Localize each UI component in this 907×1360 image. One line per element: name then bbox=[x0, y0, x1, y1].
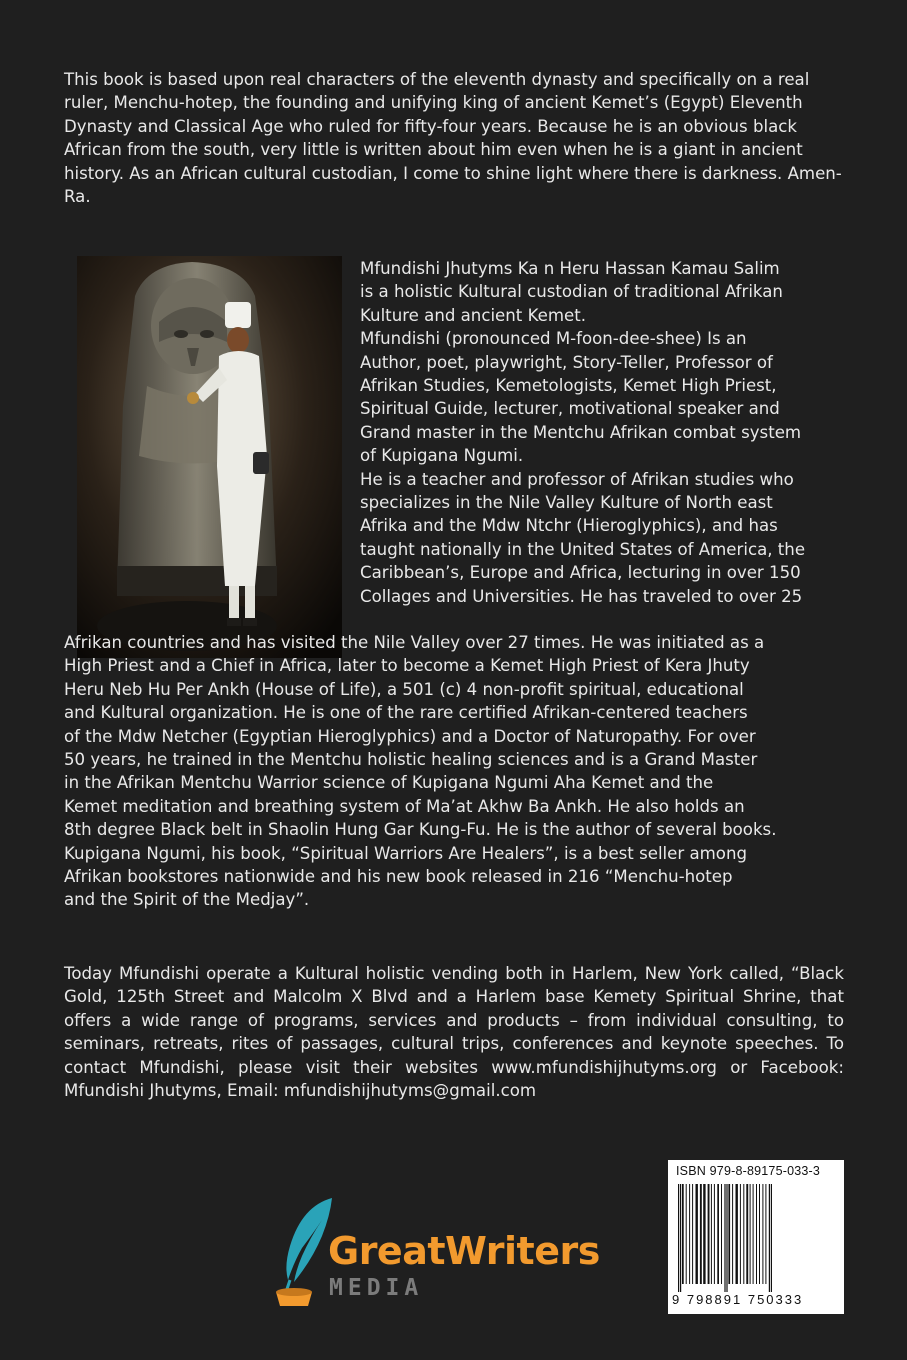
author-bio-beside-photo bbox=[360, 257, 844, 608]
publisher-name bbox=[328, 1229, 600, 1273]
barcode bbox=[676, 1184, 838, 1292]
bio-line: Spiritual Guide, lecturer, motivational speaker and bbox=[360, 399, 780, 419]
author-photo bbox=[77, 256, 342, 658]
bio-line: He is a teacher and professor of Afrikan studies who bbox=[360, 469, 794, 489]
bio-line: and Kultural organization. He is one of the rare certified Afrikan-centered teachers bbox=[64, 703, 748, 723]
bio-line: Afrikan countries and has visited the Nile Valley over 27 times. He was initiated as a bbox=[64, 633, 765, 652]
author-bio-continued bbox=[64, 631, 844, 912]
publisher-name-part2: Writers bbox=[445, 1229, 600, 1273]
bio-line: Afrika and the Mdw Ntchr (Hieroglyphics), and has bbox=[360, 516, 778, 536]
bio-line: Mfundishi (pronounced M-foon-dee-shee) Is an bbox=[360, 329, 747, 349]
bio-line: specializes in the Nile Valley Kulture of North east bbox=[360, 493, 773, 513]
publisher-logo bbox=[272, 1196, 652, 1308]
bio-line: is a holistic Kultural custodian of traditional Afrikan bbox=[360, 282, 783, 302]
bio-line: Kulture and ancient Kemet. bbox=[360, 305, 586, 325]
barcode-number: 9 798891 750333 bbox=[672, 1292, 804, 1307]
bio-line: and the Spirit of the Medjay”. bbox=[64, 890, 310, 910]
bio-line: Caribbean’s, Europe and Africa, lecturing in over 150 bbox=[360, 563, 801, 583]
bio-line: Afrikan bookstores nationwide and his new book released in 216 “Menchu-hotep bbox=[64, 867, 733, 887]
bio-line: Collages and Universities. He has traveled to over 25 bbox=[360, 586, 803, 606]
bio-line: Kupigana Ngumi, his book, “Spiritual Warriors Are Healers”, is a best seller among bbox=[64, 843, 748, 863]
bio-line: taught nationally in the United States of America, the bbox=[360, 539, 806, 559]
publisher-subtitle: MEDIA bbox=[329, 1275, 424, 1301]
bio-line: Heru Neb Hu Per Ankh (House of Life), a 501 (c) 4 non-profit spiritual, educational bbox=[64, 679, 744, 699]
bio-line: 50 years, he trained in the Mentchu holistic healing sciences and is a Grand Master bbox=[64, 750, 758, 770]
bio-line: Kemet meditation and breathing system of Ma’at Akhw Ba Ankh. He also holds an bbox=[64, 796, 745, 816]
bio-line: of Kupigana Ngumi. bbox=[360, 446, 524, 466]
bio-line: Grand master in the Mentchu Afrikan combat system bbox=[360, 422, 802, 442]
bio-line: 8th degree Black belt in Shaolin Hung Gar Kung-Fu. He is the author of several books. bbox=[64, 820, 777, 840]
intro-paragraph: This book is based upon real characters of the eleventh dynasty and specifically on a real ruler, Menchu-hotep, the founding and unifying king of ancient Kemet’s (Egypt) Eleventh Dynasty and Classical Age who ruled for fifty-four years. Because he is an obvious black African from the south, very little is written about him even when he is a giant in ancient history. As an African cultural custodian, I come to shine light where there is darkness. Amen-Ra. bbox=[64, 70, 842, 207]
isbn-barcode-box bbox=[668, 1160, 844, 1314]
bio-line: Author, poet, playwright, Story-Teller, Professor of bbox=[360, 352, 773, 372]
quill-ink-icon bbox=[272, 1196, 336, 1308]
bio-line: of the Mdw Netcher (Egyptian Hieroglyphics) and a Doctor of Naturopathy. For over bbox=[64, 726, 756, 746]
closing-paragraph: Today Mfundishi operate a Kultural holistic vending both in Harlem, New York called, “Black Gold, 125th Street and Malcolm X Blvd and a Harlem base Kemety Spiritual Shrine, that offers a wide range of programs, services and products – from individual consulting, to seminars, retreats, rites of passages, cultural trips, conferences and keynote speeches. To contact Mfundishi, please visit their websites www.mfundishijhutyms.org or Facebook: Mfundishi Jhutyms, Email: mfundishijhutyms@gmail.com bbox=[64, 964, 844, 1101]
isbn-label: ISBN 979-8-89175-033-3 bbox=[676, 1164, 821, 1178]
bio-line: Mfundishi Jhutyms Ka n Heru Hassan Kamau Salim bbox=[360, 259, 780, 278]
bio-line: High Priest and a Chief in Africa, later to become a Kemet High Priest of Kera Jhuty bbox=[64, 656, 750, 676]
bio-line: in the Afrikan Mentchu Warrior science of Kupigana Ngumi Aha Kemet and the bbox=[64, 773, 714, 793]
bio-line: Afrikan Studies, Kemetologists, Kemet High Priest, bbox=[360, 376, 777, 396]
publisher-name-part1: Great bbox=[328, 1229, 446, 1273]
